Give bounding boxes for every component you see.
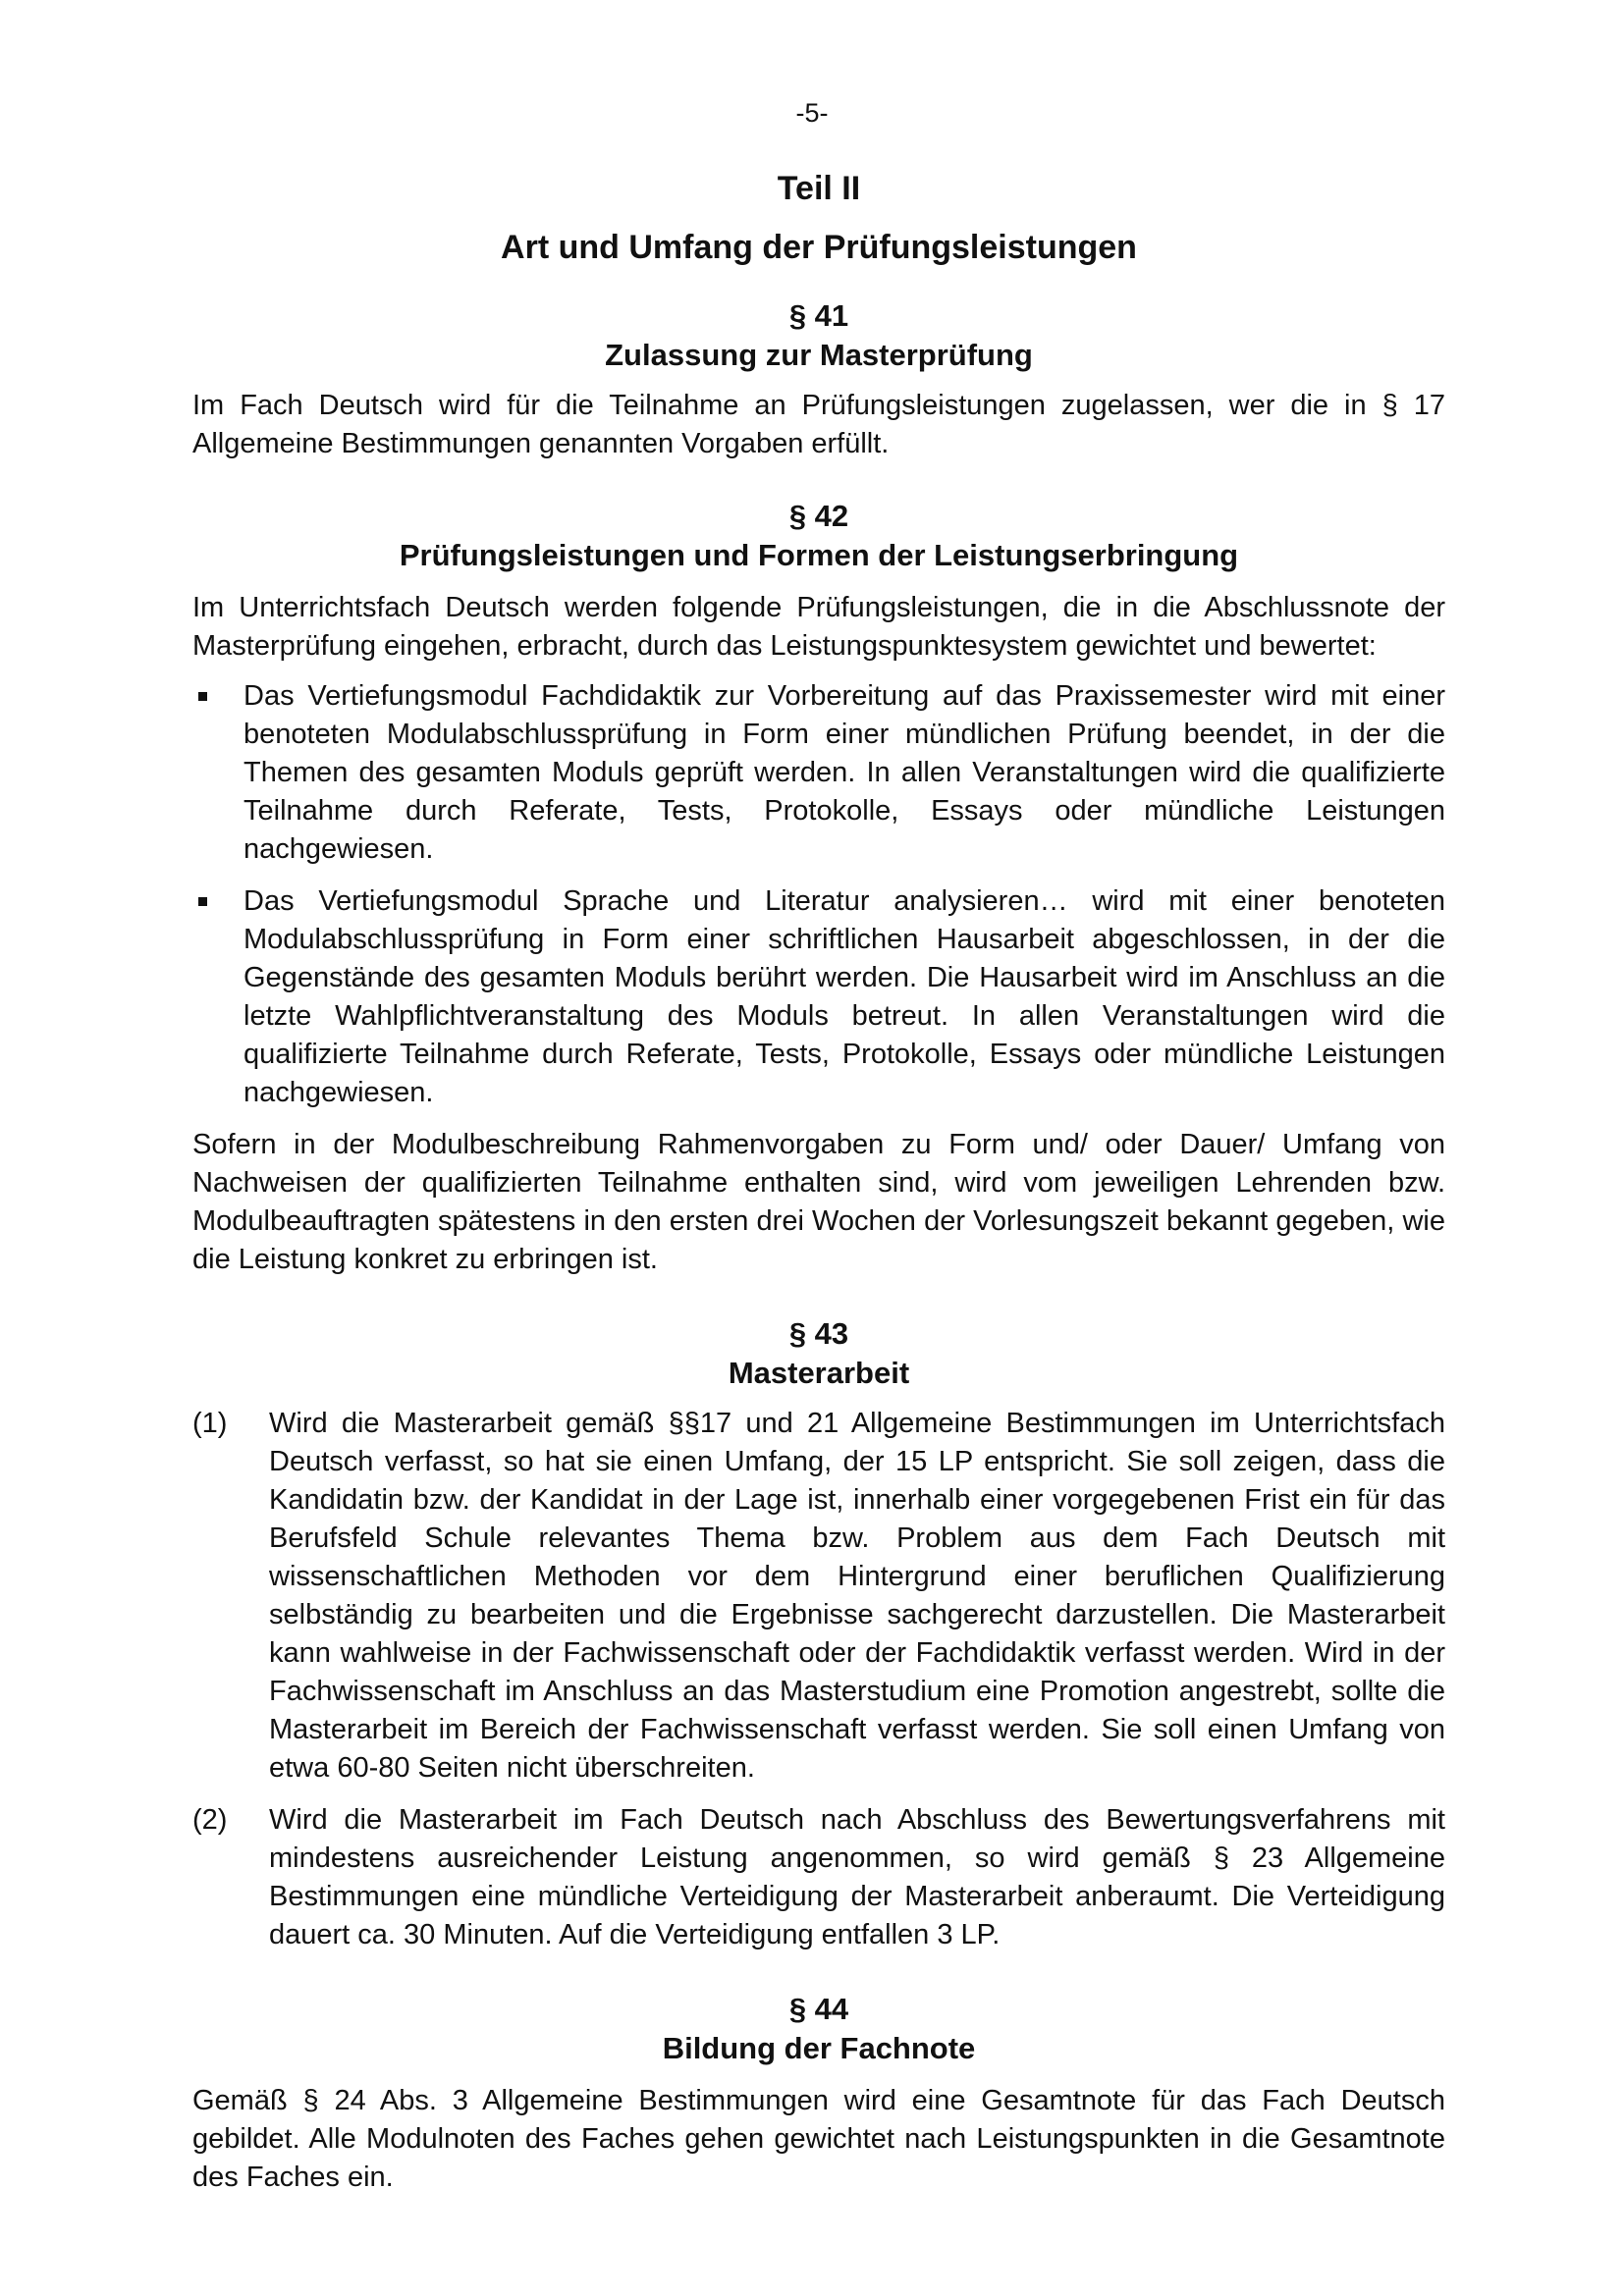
section-41 <box>192 296 1445 463</box>
numbered-item <box>192 1405 1445 1788</box>
item-text: Wird die Masterarbeit gemäß §§17 und 21 Allgemeine Bestimmungen im Unterrichtsfach Deutsch verfasst, so hat sie einen Umfang, der 15 LP entspricht. Sie soll zeigen, dass die Kandidatin bzw. der Kandidat in der Lage ist, innerhalb einer vorgegebenen Frist ein für das Berufsfeld Schule relevantes Thema bzw. Problem aus dem Fach Deutsch mit wissenschaftlichen Methoden vor dem Hintergrund einer beruflichen Qualifizierung selbständig zu bearbeiten und die Ergebnisse sachgerecht darzustellen. Die Masterarbeit kann wahlweise in der Fachwissenschaft oder der Fachdidaktik verfasst werden. Wird in der Fachwissenschaft im Anschluss an das Masterstudium eine Promotion angestrebt, sollte die Masterarbeit im Bereich der Fachwissenschaft verfasst werden. Sie soll einen Umfang von etwa 60-80 Seiten nicht überschreiten. <box>269 1408 1445 1784</box>
bullet-item: Das Vertiefungsmodul Sprache und Literatur analysieren… wird mit einer benoteten Modulabschlussprüfung in Form einer schriftlichen Hausarbeit abgeschlossen, in der die Gegenstände des gesamten Moduls berührt werden. Die Hausarbeit wird im Anschluss an die letzte Wahlpflichtveranstaltung des Moduls betreut. In allen Veranstaltungen wird die qualifizierte Teilnahme durch Referate, Tests, Protokolle, Essays oder mündliche Leistungen nachgewiesen. <box>192 882 1445 1112</box>
section-43 <box>192 1314 1445 1954</box>
section-number: § 41 <box>788 298 849 333</box>
section-title: Zulassung zur Masterprüfung <box>605 338 1033 372</box>
item-label: (2) <box>192 1804 228 1836</box>
section-paragraph: Im Fach Deutsch wird für die Teilnahme an Prüfungsleistungen zugelassen, wer die in § 17 Allgemeine Bestimmungen genannten Vorgaben erfüllt. <box>192 390 1445 459</box>
bullet-item: Das Vertiefungsmodul Fachdidaktik zur Vorbereitung auf das Praxissemester wird mit einer benoteten Modulabschlussprüfung in Form einer mündlichen Prüfung beendet, in der die Themen des gesamten Moduls geprüft werden. In allen Veranstaltungen wird die qualifizierte Teilnahme durch Referate, Tests, Protokolle, Essays oder mündliche Leistungen nachgewiesen. <box>192 677 1445 869</box>
part-subtitle: Art und Umfang der Prüfungsleistungen <box>501 229 1137 266</box>
section-number: § 43 <box>788 1316 849 1351</box>
section-title: Bildung der Fachnote <box>662 2031 976 2065</box>
numbered-item <box>192 1801 1445 1954</box>
section-title: Masterarbeit <box>728 1356 910 1390</box>
section-number: § 42 <box>788 499 849 533</box>
item-label: (1) <box>192 1408 228 1439</box>
section-44 <box>192 1990 1445 2197</box>
section-intro: Im Unterrichtsfach Deutsch werden folgende Prüfungsleistungen, die in die Abschlussnote der Masterprüfung eingehen, erbracht, durch das Leistungspunktesystem gewichtet und bewertet: <box>192 592 1445 662</box>
part-title: Teil II <box>777 170 861 207</box>
bullet-list <box>192 677 1445 1112</box>
section-number: § 44 <box>788 1992 849 2026</box>
section-closing: Sofern in der Modulbeschreibung Rahmenvorgaben zu Form und/ oder Dauer/ Umfang von Nachweisen der qualifizierten Teilnahme enthalten sind, wird vom jeweiligen Lehrenden bzw. Modulbeauftragten spätestens in den ersten drei Wochen der Vorlesungszeit bekannt gegeben, wie die Leistung konkret zu erbringen ist. <box>192 1129 1445 1275</box>
document-body <box>192 167 1445 2197</box>
section-42 <box>192 497 1445 1279</box>
page-number: -5- <box>795 98 829 128</box>
section-paragraph: Gemäß § 24 Abs. 3 Allgemeine Bestimmungen wird eine Gesamtnote für das Fach Deutsch gebildet. Alle Modulnoten des Faches gehen gewichtet nach Leistungspunkten in die Gesamtnote des Faches ein. <box>192 2085 1445 2193</box>
section-title: Prüfungsleistungen und Formen der Leistungserbringung <box>399 538 1239 572</box>
item-text: Wird die Masterarbeit im Fach Deutsch nach Abschluss des Bewertungsverfahrens mit mindestens ausreichender Leistung angenommen, so wird gemäß § 23 Allgemeine Bestimmungen eine mündliche Verteidigung der Masterarbeit anberaumt. Die Verteidigung dauert ca. 30 Minuten. Auf die Verteidigung entfallen 3 LP. <box>269 1804 1445 1950</box>
